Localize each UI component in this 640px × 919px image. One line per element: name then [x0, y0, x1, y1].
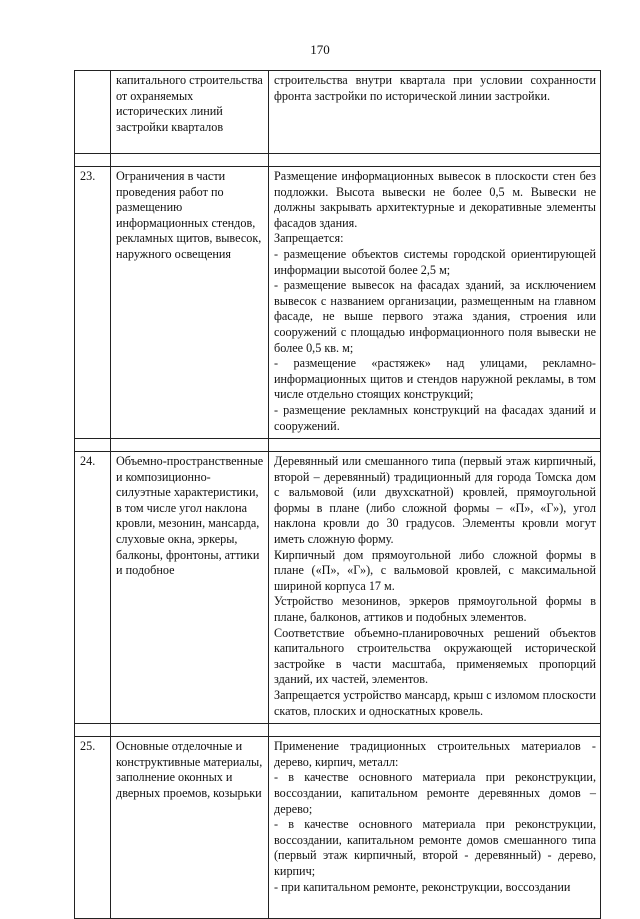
row-number: 24. — [75, 452, 111, 724]
table-row — [75, 452, 601, 724]
table-spacer-row — [75, 724, 601, 737]
row-paragraph: - при капитальном ремонте, реконструкции, воссоздании — [274, 879, 571, 894]
row-number: 25. — [75, 737, 111, 919]
row-content — [269, 71, 601, 154]
row-paragraph: - размещение рекламных конструкций на фасадах зданий и сооружений. — [274, 402, 596, 433]
row-paragraph: Применение традиционных строительных материалов - дерево, кирпич, металл: — [274, 739, 596, 769]
table-row — [75, 737, 601, 919]
row-paragraph: Устройство мезонинов, эркеров прямоугольной формы в плане, балконов, аттиков и подобных элементов. — [274, 594, 596, 625]
row-paragraph: - размещение объектов системы городской ориентирующей информации высотой более 2,5 м; — [274, 246, 596, 277]
regulations-table — [74, 70, 601, 919]
table-spacer-row — [75, 154, 601, 167]
row-number — [75, 71, 111, 154]
table-row — [75, 71, 601, 154]
row-paragraph: Запрещается устройство мансард, крыш с изломом плоскости скатов, плоских и односкатных кровель. — [274, 688, 596, 718]
row-paragraph: Деревянный или смешанного типа (первый этаж кирпичный, второй – деревянный) традиционный для города Томска дом с вальмовой (или двухскатной) кровлей, прямоугольной формы в плане (либо сложной формы – «П», «Г»), угол наклона кровли до 30 градусов. Элементы кровли могут иметь сложную форму. — [274, 454, 596, 547]
row-paragraph: Размещение информационных вывесок в плоскости стен без подложки. Высота вывески не более 0,5 м. Вывески не должны закрывать архитектурные и декоративные элементы фасадов здания. — [274, 169, 596, 230]
row-paragraph: - в качестве основного материала при реконструкции, воссоздании, капитальном ремонте деревянных домов – дерево; — [274, 770, 596, 816]
row-title: Объемно-пространственные и композиционно-силуэтные характеристики, в том числе угол наклона кровли, мезонин, мансарда, слуховые окна, эркеры, балконы, фронтоны, аттики и подобное — [111, 452, 269, 724]
row-title: Основные отделочные и конструктивные материалы, заполнение оконных и дверных проемов, козырьки — [111, 737, 269, 919]
row-content — [269, 167, 601, 439]
row-paragraph: Запрещается: — [274, 231, 344, 246]
page-number: 170 — [310, 42, 330, 57]
row-title: Ограничения в части проведения работ по размещению информационных стендов, рекламных щитов, вывесок, наружного освещения — [111, 167, 269, 439]
row-paragraph: - размещение «растяжек» над улицами, рекламно-информационных щитов и стендов наружной рекламы, в том числе отдельно стоящих конструкций; — [274, 356, 596, 402]
row-paragraph: - размещение вывесок на фасадах зданий, за исключением вывесок с названием организации, размещенным на главном фасаде, не выше первого этажа здания, строения или сооружений с площадью информационного поля вывески не более 0,5 кв. м; — [274, 278, 596, 355]
row-paragraph: Кирпичный дом прямоугольной либо сложной формы в плане («П», «Г»), с вальмовой кровлей, с максимальной шириной корпуса 17 м. — [274, 547, 596, 593]
row-paragraph: строительства внутри квартала при условии сохранности фронта застройки по исторической линии застройки. — [274, 73, 596, 103]
table-row — [75, 167, 601, 439]
row-number: 23. — [75, 167, 111, 439]
row-content — [269, 452, 601, 724]
row-content — [269, 737, 601, 919]
row-paragraph: Соответствие объемно-планировочных решений объектов капитального строительства окружающей исторической застройке в части масштаба, применяемых пропорций зданий, их частей, элементов. — [274, 625, 596, 687]
row-title: капитального строительства от охраняемых исторических линий застройки кварталов — [111, 71, 269, 154]
row-paragraph: - в качестве основного материала при реконструкции, воссоздании, капитальном ремонте домов смешанного типа (первый этаж кирпичный, второй - деревянный) - дерево, кирпич; — [274, 817, 596, 878]
table-spacer-row — [75, 439, 601, 452]
